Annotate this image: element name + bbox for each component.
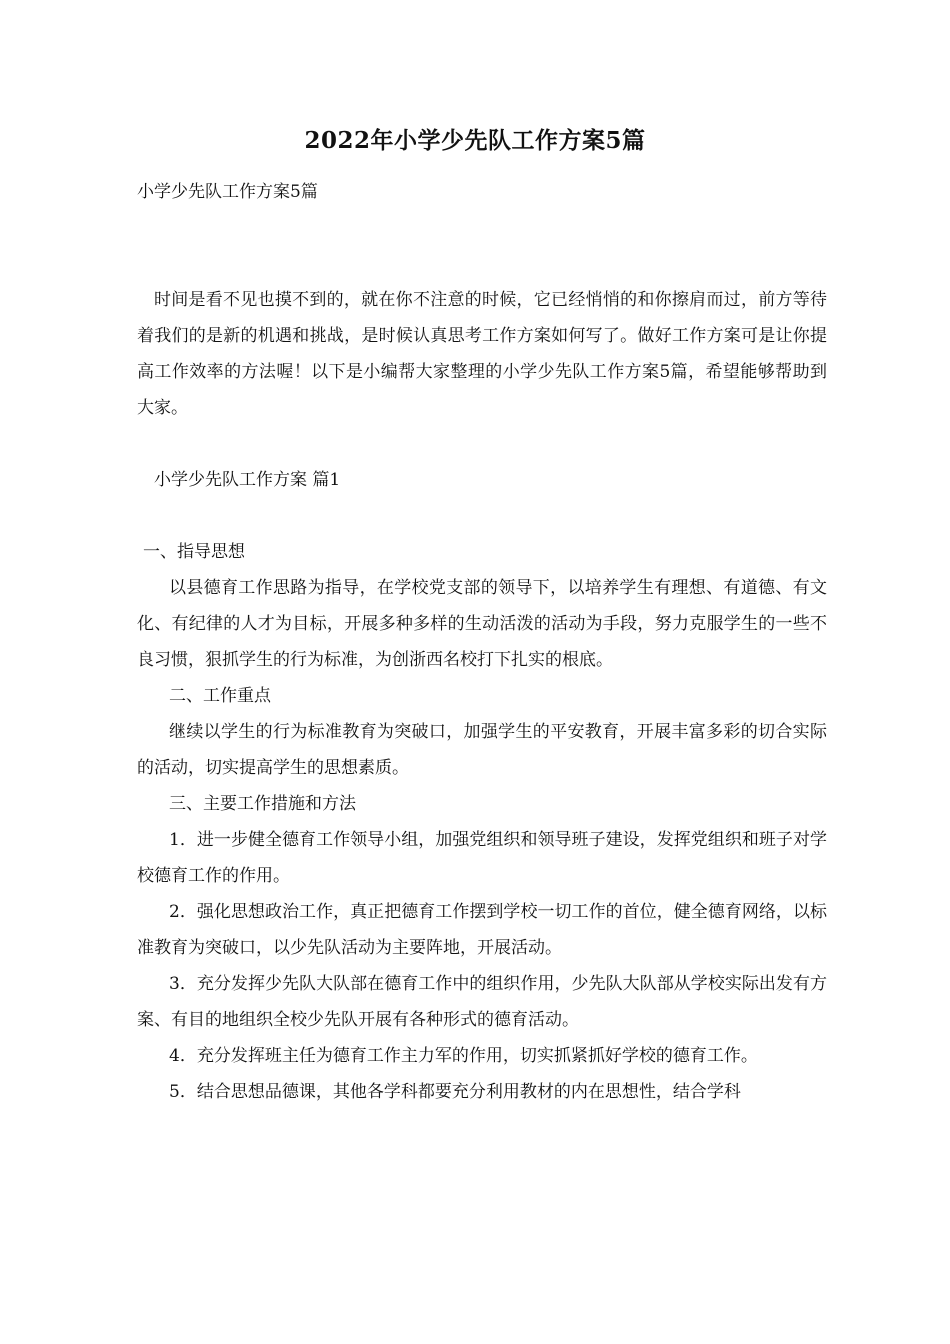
document-body bbox=[137, 282, 827, 1110]
heading-work-focus: 二、工作重点 bbox=[169, 686, 271, 706]
section-title: 小学少先队工作方案 篇1 bbox=[154, 470, 341, 490]
document-subtitle: 小学少先队工作方案5篇 bbox=[137, 182, 318, 202]
list-item: 3．充分发挥少先队大队部在德育工作中的组织作用，少先队大队部从学校实际出发有方案、有目的地组织全校少先队开展有各种形式的德育活动。 bbox=[137, 974, 827, 1030]
list-item: 5．结合思想品德课，其他各学科都要充分利用教材的内在思想性，结合学科 bbox=[169, 1082, 741, 1102]
list-item: 1．进一步健全德育工作领导小组，加强党组织和领导班子建设，发挥党组织和班子对学校德育工作的作用。 bbox=[137, 830, 827, 886]
paragraph-guiding-ideology: 以县德育工作思路为指导，在学校党支部的领导下，以培养学生有理想、有道德、有文化、有纪律的人才为目标，开展多种多样的生动活泼的活动为手段，努力克服学生的一些不良习惯，狠抓学生的行为标准，为创浙西名校打下扎实的根底。 bbox=[137, 578, 827, 670]
paragraph-work-focus: 继续以学生的行为标准教育为突破口，加强学生的平安教育，开展丰富多彩的切合实际的活动，切实提高学生的思想素质。 bbox=[137, 722, 827, 778]
heading-main-measures: 三、主要工作措施和方法 bbox=[169, 794, 356, 814]
heading-guiding-ideology: 一、指导思想 bbox=[143, 542, 245, 562]
list-item: 2．强化思想政治工作，真正把德育工作摆到学校一切工作的首位，健全德育网络，以标准教育为突破口，以少先队活动为主要阵地，开展活动。 bbox=[137, 902, 827, 958]
intro-paragraph: 时间是看不见也摸不到的，就在你不注意的时候，它已经悄悄的和你擦肩而过，前方等待着我们的是新的机遇和挑战，是时候认真思考工作方案如何写了。做好工作方案可是让你提高工作效率的方法喔！以下是小编帮大家整理的小学少先队工作方案5篇，希望能够帮助到大家。 bbox=[137, 290, 827, 418]
document-title: 2022年小学少先队工作方案5篇 bbox=[304, 127, 646, 154]
list-item: 4．充分发挥班主任为德育工作主力军的作用，切实抓紧抓好学校的德育工作。 bbox=[169, 1046, 758, 1066]
